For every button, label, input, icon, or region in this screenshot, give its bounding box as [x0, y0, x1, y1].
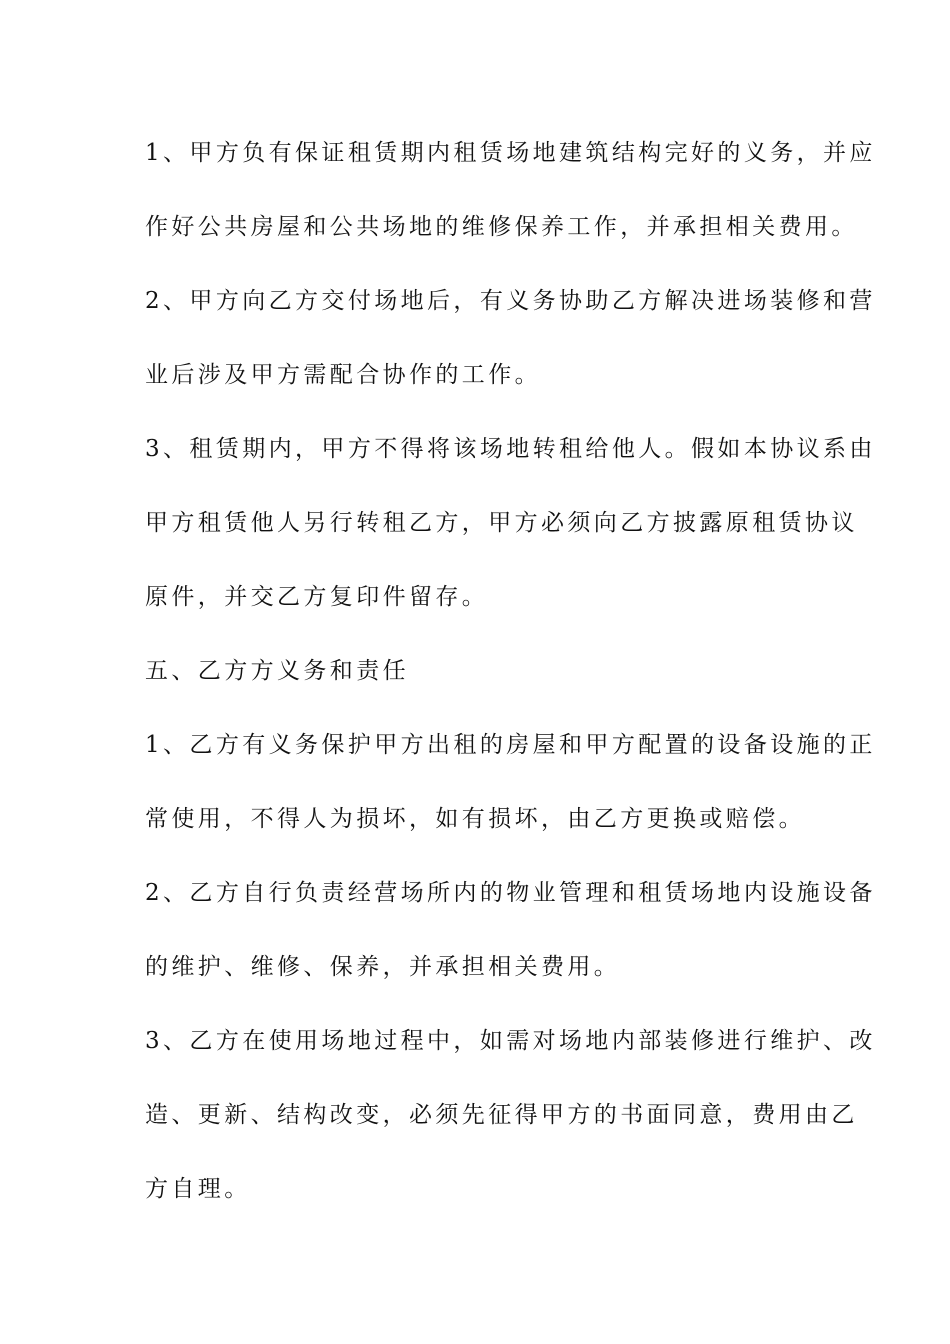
clause-4-3-line-3: 原件，并交乙方复印件留存。	[145, 584, 489, 610]
clause-5-1-line-1: 1、乙方有义务保护甲方出租的房屋和甲方配置的设备设施的正	[145, 732, 876, 758]
clause-5-1-line-2: 常使用，不得人为损坏，如有损坏，由乙方更换或赔偿。	[145, 806, 805, 832]
clause-5-2-line-2: 的维护、维修、保养，并承担相关费用。	[145, 954, 621, 980]
clause-5-3-line-3: 方自理。	[145, 1176, 251, 1202]
clause-4-2-line-1: 2、甲方向乙方交付场地后，有义务协助乙方解决进场装修和营	[145, 288, 876, 314]
document-body	[145, 116, 876, 1226]
clause-4-3-line-2: 甲方租赁他人另行转租乙方，甲方必须向乙方披露原租赁协议	[145, 510, 858, 536]
clause-4-1-line-2: 作好公共房屋和公共场地的维修保养工作，并承担相关费用。	[145, 214, 858, 240]
clause-4-2-line-2: 业后涉及甲方需配合协作的工作。	[145, 362, 541, 388]
section-5-heading: 五、乙方方义务和责任	[145, 658, 409, 684]
clause-5-3-line-2: 造、更新、结构改变，必须先征得甲方的书面同意，费用由乙	[145, 1102, 858, 1128]
clause-5-2-line-1: 2、乙方自行负责经营场所内的物业管理和租赁场地内设施设备	[145, 880, 876, 906]
clause-5-3-line-1: 3、乙方在使用场地过程中，如需对场地内部装修进行维护、改	[145, 1028, 876, 1054]
clause-4-1-line-1: 1、甲方负有保证租赁期内租赁场地建筑结构完好的义务，并应	[145, 140, 876, 166]
clause-4-3-line-1: 3、租赁期内，甲方不得将该场地转租给他人。假如本协议系由	[145, 436, 876, 462]
